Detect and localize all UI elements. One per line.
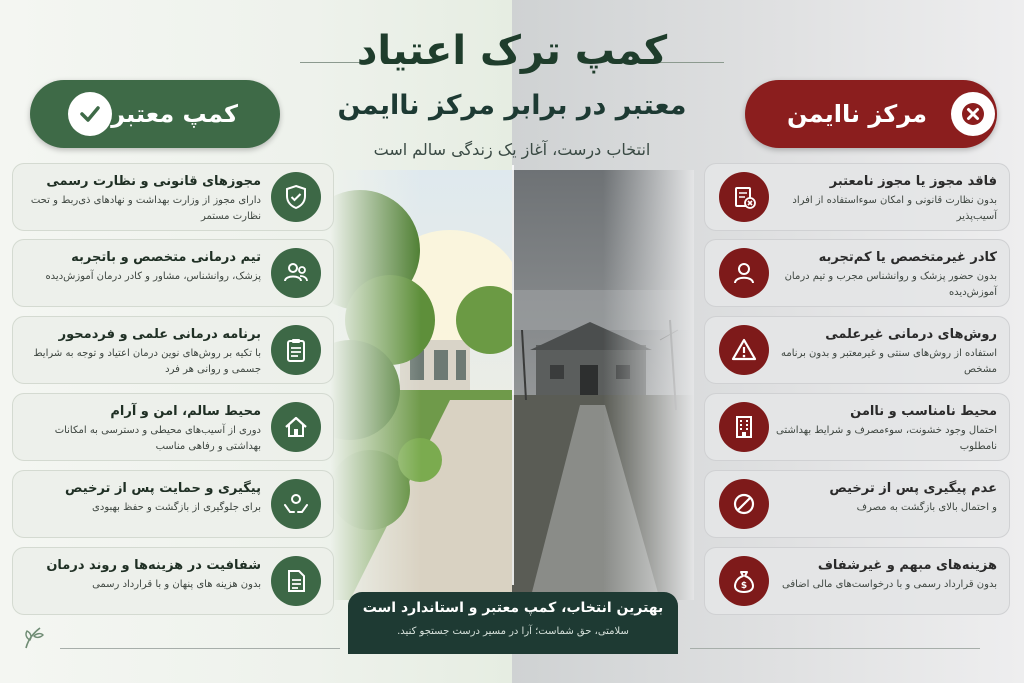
ban-icon [719, 479, 769, 529]
page-tagline: انتخاب درست، آغاز یک زندگی سالم است [373, 140, 651, 159]
valid-camp-header [30, 80, 280, 148]
unsafe-item-methods [704, 316, 1010, 384]
unsafe-item-costs [704, 547, 1010, 615]
item-title: پیگیری و حمایت پس از ترخیص [65, 481, 261, 496]
invalid-license-icon [719, 172, 769, 222]
team-icon [271, 248, 321, 298]
valid-item-team [12, 239, 334, 307]
item-title: شفافیت در هزینه‌ها و روند درمان [46, 558, 261, 573]
item-title: برنامه درمانی علمی و فردمحور [58, 327, 261, 342]
item-title: مجوزهای قانونی و نظارت رسمی [46, 174, 261, 189]
center-divider [512, 165, 514, 585]
item-desc: دوری از آسیب‌های محیطی و دسترسی به امکانات بهداشتی و رفاهی مناسب [54, 425, 261, 452]
item-desc: و احتمال بالای بازگشت به مصرف [856, 502, 997, 513]
building-icon [719, 402, 769, 452]
unsafe-item-environment [704, 393, 1010, 461]
warning-icon [719, 325, 769, 375]
document-icon [271, 556, 321, 606]
item-title: محیط نامناسب و ناامن [850, 404, 997, 419]
footer-rule-left [60, 648, 340, 649]
shield-check-icon [271, 172, 321, 222]
footer-rule-right [690, 648, 980, 649]
unsafe-item-staff [704, 239, 1010, 307]
x-icon [951, 92, 995, 136]
unsafe-item-followup [704, 470, 1010, 538]
hands-icon [271, 479, 321, 529]
valid-item-license [12, 163, 334, 231]
item-title: فاقد مجوز یا مجوز نامعتبر [829, 174, 997, 189]
banner-subtext: سلامتی، حق شماست؛ آرا در مسیر درست جستجو کنید. [397, 626, 629, 637]
item-desc: با تکیه بر روش‌های نوین درمان اعتیاد و توجه به شرایط جسمی و روانی هر فرد [33, 348, 261, 375]
item-desc: بدون قرارداد رسمی و با درخواست‌های مالی اضافی [782, 579, 997, 590]
banner-headline: بهترین انتخاب، کمپ معتبر و استاندارد است [362, 600, 664, 616]
money-bag-icon [719, 556, 769, 606]
item-title: روش‌های درمانی غیرعلمی [825, 327, 997, 342]
page-title: کمپ ترک اعتیاد [356, 28, 668, 74]
bottom-banner [348, 592, 678, 654]
valid-item-transparency [12, 547, 334, 615]
check-icon [68, 92, 112, 136]
valid-item-program [12, 316, 334, 384]
valid-item-environment [12, 393, 334, 461]
page-subtitle: معتبر در برابر مرکز ناایمن [337, 90, 687, 121]
unsafe-center-header [745, 80, 997, 148]
item-desc: دارای مجوز از وزارت بهداشت و نهادهای ذی‌ربط و تحت نظارت مستمر [30, 195, 261, 222]
unsafe-center-label: مرکز ناایمن [787, 100, 927, 128]
item-title: محیط سالم، امن و آرام [110, 404, 261, 419]
valid-item-followup [12, 470, 334, 538]
unsafe-item-license [704, 163, 1010, 231]
valid-camp-label: کمپ معتبر [111, 100, 238, 128]
home-icon [271, 402, 321, 452]
clipboard-icon [271, 325, 321, 375]
leaf-icon [20, 624, 46, 650]
item-desc: احتمال وجود خشونت، سوءمصرف و شرایط بهداشتی نامطلوب [776, 425, 997, 452]
item-desc: بدون حضور پزشک و روانشناس مجرب و تیم درمان آموزش‌دیده [784, 271, 997, 298]
item-title: تیم درمانی متخصص و باتجربه [71, 250, 261, 265]
item-title: کادر غیرمتخصص یا کم‌تجربه [818, 250, 997, 265]
person-icon [719, 248, 769, 298]
item-title: هزینه‌های مبهم و غیرشفاف [817, 558, 997, 573]
item-desc: پزشک، روانشناس، مشاور و کادر درمان آموزش‌دیده [45, 271, 261, 282]
item-title: عدم پیگیری پس از ترخیص [829, 481, 997, 496]
item-desc: بدون نظارت قانونی و امکان سوءاستفاده از افراد آسیب‌پذیر [792, 195, 997, 222]
item-desc: بدون هزینه های پنهان و با قرارداد رسمی [92, 579, 261, 590]
item-desc: استفاده از روش‌های سنتی و غیرمعتبر و بدون برنامه مشخص [781, 348, 997, 375]
item-desc: برای جلوگیری از بازگشت و حفظ بهبودی [92, 502, 261, 513]
svg-text:$: $ [740, 581, 748, 591]
